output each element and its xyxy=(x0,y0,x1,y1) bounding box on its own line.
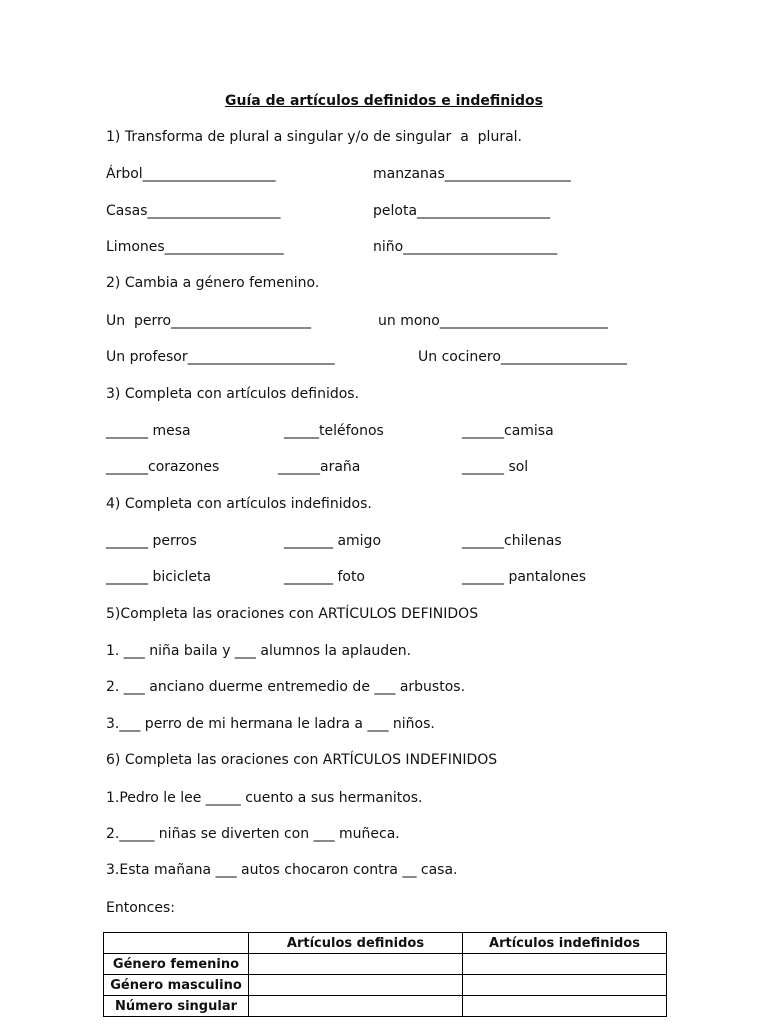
articles-summary-table xyxy=(103,932,667,1017)
s2-item-cocinero: Un cocinero__________________ xyxy=(418,349,627,365)
answer-cell[interactable] xyxy=(463,954,667,975)
s6-sentence-1: 1.Pedro le lee _____ cuento a sus hermanitos. xyxy=(106,790,423,806)
answer-cell[interactable] xyxy=(463,975,667,996)
s3-item-mesa: ______ mesa xyxy=(106,423,191,439)
s3-item-sol: ______ sol xyxy=(462,459,529,475)
s4-item-bicicleta: ______ bicicleta xyxy=(106,569,212,585)
s4-item-perros: ______ perros xyxy=(106,533,197,549)
s6-sentence-3: 3.Esta mañana ___ autos chocaron contra __ casa. xyxy=(106,862,458,878)
s1-item-arbol: Árbol___________________ xyxy=(106,166,276,182)
s3-item-camisa: ______camisa xyxy=(462,423,554,439)
answer-cell[interactable] xyxy=(249,996,463,1017)
s2-item-profesor: Un profesor_____________________ xyxy=(106,349,335,365)
section-1-heading: 1) Transforma de plural a singular y/o de singular a plural. xyxy=(106,129,522,145)
s4-item-amigo: _______ amigo xyxy=(284,533,382,549)
page-title: Guía de artículos definidos e indefinidos xyxy=(225,93,543,109)
s1-item-nino: niño______________________ xyxy=(373,239,558,255)
section-2-heading: 2) Cambia a género femenino. xyxy=(106,275,320,291)
section-5-heading: 5)Completa las oraciones con ARTÍCULOS DEFINIDOS xyxy=(106,606,479,622)
table-row xyxy=(104,954,667,975)
s4-item-foto: _______ foto xyxy=(284,569,365,585)
s2-item-mono: un mono________________________ xyxy=(378,313,608,329)
section-4-heading: 4) Completa con artículos indefinidos. xyxy=(106,496,372,512)
s5-sentence-3: 3.___ perro de mi hermana le ladra a ___ niños. xyxy=(106,716,435,732)
section-6-heading: 6) Completa las oraciones con ARTÍCULOS INDEFINIDOS xyxy=(106,752,498,768)
s1-item-manzanas: manzanas__________________ xyxy=(373,166,571,182)
table-corner-cell xyxy=(104,933,249,954)
s5-sentence-2: 2. ___ anciano duerme entremedio de ___ arbustos. xyxy=(106,679,466,695)
table-header-row xyxy=(104,933,667,954)
s3-item-arana: ______araña xyxy=(278,459,361,475)
col-header-indefinidos: Artículos indefinidos xyxy=(463,933,667,954)
s2-item-perro: Un perro____________________ xyxy=(106,313,312,329)
answer-cell[interactable] xyxy=(249,954,463,975)
s1-item-pelota: pelota___________________ xyxy=(373,203,551,219)
entonces-label: Entonces: xyxy=(106,900,175,916)
s4-item-chilenas: ______chilenas xyxy=(462,533,562,549)
section-3-heading: 3) Completa con artículos definidos. xyxy=(106,386,360,402)
row-label-singular: Número singular xyxy=(104,996,249,1017)
answer-cell[interactable] xyxy=(463,996,667,1017)
col-header-definidos: Artículos definidos xyxy=(249,933,463,954)
s1-item-casas: Casas___________________ xyxy=(106,203,281,219)
table-row xyxy=(104,996,667,1017)
row-label-femenino: Género femenino xyxy=(104,954,249,975)
answer-cell[interactable] xyxy=(249,975,463,996)
s3-item-corazones: ______corazones xyxy=(106,459,220,475)
table-row xyxy=(104,975,667,996)
row-label-masculino: Género masculino xyxy=(104,975,249,996)
s4-item-pantalones: ______ pantalones xyxy=(462,569,587,585)
s6-sentence-2: 2._____ niñas se diverten con ___ muñeca. xyxy=(106,826,400,842)
s3-item-telefonos: _____teléfonos xyxy=(284,423,384,439)
s1-item-limones: Limones_________________ xyxy=(106,239,284,255)
s5-sentence-1: 1. ___ niña baila y ___ alumnos la aplauden. xyxy=(106,643,412,659)
